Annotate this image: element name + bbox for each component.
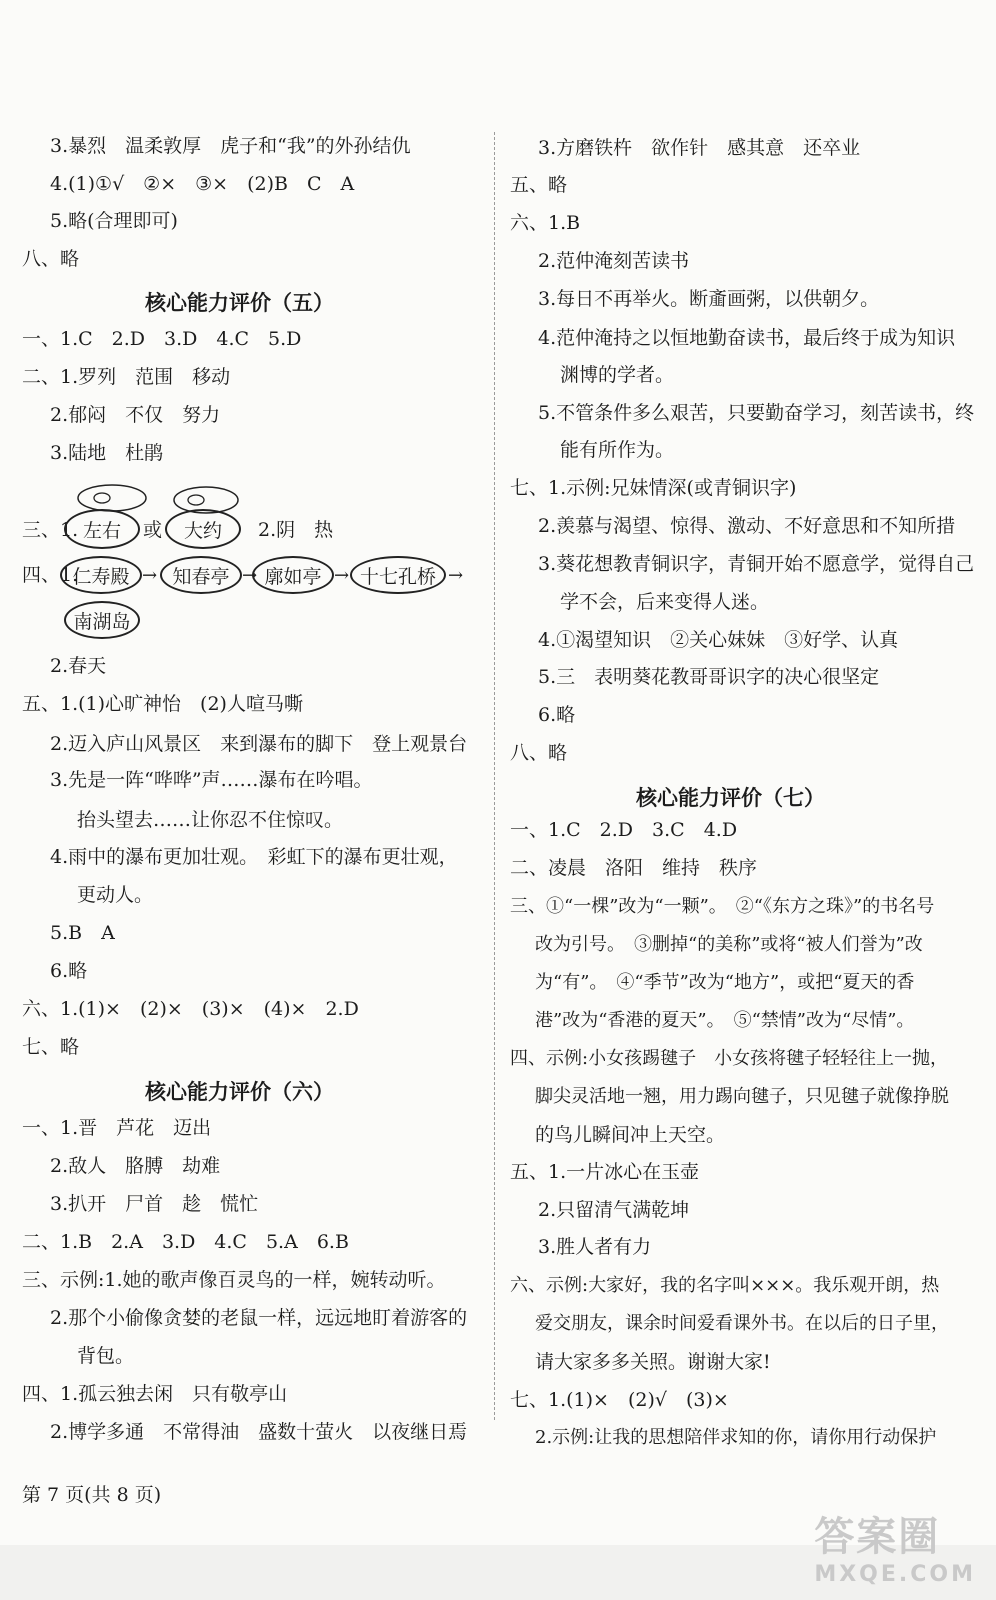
answer-line: 七、1.(1)× (2)√ (3)× (510, 1389, 729, 1411)
answer-line: 六、1.B (510, 212, 581, 234)
answer-line: 六、1.(1)× (2)× (3)× (4)× 2.D (22, 998, 359, 1020)
answer-line: 3.方磨铁杵 欲作针 感其意 还卒业 (538, 137, 861, 159)
answer-line: 学不会，后来变得人迷。 (560, 591, 770, 613)
section-heading: 核心能力评价（七） (636, 786, 825, 810)
arrow-right-icon: → (334, 565, 350, 586)
answer-line: 改为引号。 ③删掉“的美称”或将“被人们誉为”改 (535, 934, 923, 955)
answer-line: 八、略 (510, 742, 568, 764)
watermark-logo (814, 1505, 976, 1587)
answer-line: 2.羡慕与渴望、惊得、激动、不好意思和不知所措 (538, 515, 956, 537)
answer-line: 4.雨中的瀑布更加壮观。 彩虹下的瀑布更壮观， (50, 846, 458, 868)
answer-line: 5.略(合理即可) (50, 210, 178, 232)
column-divider (494, 132, 495, 1420)
answer-line: 七、略 (22, 1036, 80, 1058)
answer-line: 八、略 (22, 248, 80, 270)
answer-line: 3.每日不再举火。断齑画粥，以供朝夕。 (538, 288, 880, 310)
answer-line: 2.示例:让我的思想陪伴求知的你，请你用行动保护 (535, 1427, 937, 1448)
answer-line: 能有所作为。 (560, 439, 675, 461)
answer-line: 更动人。 (77, 884, 154, 906)
arrow-right-icon: → (242, 565, 258, 586)
route-node: 仁寿殿 (60, 556, 142, 594)
answer-line: 4.①渴望知识 ②关心妹妹 ③好学、认真 (538, 629, 899, 651)
arrow-right-icon: → (448, 565, 464, 586)
answer-line: 3.胜人者有力 (538, 1236, 652, 1258)
or-text: 或 (143, 519, 163, 541)
answer-line: 为“有”。 ④“季节”改为“地方”，或把“夏天的香 (535, 972, 915, 993)
route-node: 廓如亭 (252, 556, 334, 594)
answer-line: 一、1.晋 芦花 迈出 (22, 1117, 212, 1139)
route-node: 知春亭 (160, 556, 242, 594)
answer-line: 二、1.罗列 范围 移动 (22, 366, 231, 388)
arrow-right-icon: → (142, 565, 158, 586)
answer-line: 二、1.B 2.A 3.D 4.C 5.A 6.B (22, 1231, 349, 1253)
answer-line: 脚尖灵活地一翘，用力踢向毽子，只见毽子就像挣脱 (535, 1086, 949, 1107)
answer-line: 5.三 表明葵花教哥哥识字的决心很坚定 (538, 666, 880, 688)
answer-line: 一、1.C 2.D 3.C 4.D (510, 819, 738, 841)
answer-line: 4.范仲淹持之以恒地勤奋读书，最后终于成为知识 (538, 327, 956, 349)
section-heading: 核心能力评价（六） (145, 1080, 334, 1104)
answer-line: 七、1.示例:兄妹情深(或青铜识字) (510, 477, 797, 499)
answer-line: 2.范仲淹刻苦读书 (538, 250, 690, 272)
section-heading: 核心能力评价（五） (145, 291, 334, 315)
answer-line: 渊博的学者。 (560, 364, 675, 386)
answer-line: 2.那个小偷像贪婪的老鼠一样，远远地盯着游客的 (50, 1307, 468, 1329)
answer-line: 四、1. (22, 564, 79, 586)
answer-line: 5.B A (50, 922, 115, 944)
answer-line: 的鸟儿瞬间冲上天空。 (535, 1124, 726, 1146)
answer-line: 三、1. (22, 519, 79, 541)
answer-line: 3.陆地 杜鹃 (50, 442, 164, 464)
watermark-text: 答案圈 (814, 1514, 941, 1560)
answer-line: 五、1.一片冰心在玉壶 (510, 1161, 700, 1183)
answer-line: 2.只留清气满乾坤 (538, 1199, 690, 1221)
answer-line: 3.扒开 尸首 趁 慌忙 (50, 1193, 259, 1215)
answer-line: 港”改为“香港的夏天”。 ⑤“禁情”改为“尽情”。 (535, 1010, 915, 1031)
answer-line: 5.不管条件多么艰苦，只要勤奋学习，刻苦读书，终 (538, 402, 975, 424)
answer-line: 四、示例:小女孩踢毽子 小女孩将毽子轻轻往上一抛， (510, 1048, 949, 1069)
answer-line: 6.略 (50, 960, 88, 982)
answer-line: 背包。 (77, 1345, 135, 1367)
page-number: 第 7 页(共 8 页) (22, 1484, 162, 1506)
circled-word: 左右 (64, 509, 140, 549)
answer-line: 三、①“一棵”改为“一颗”。 ②“《东方之珠》”的书名号 (510, 896, 935, 917)
answer-line: 三、示例:1.她的歌声像百灵鸟的一样，婉转动听。 (22, 1269, 446, 1291)
answer-line: 2.春天 (50, 655, 107, 677)
answer-line: 3.先是一阵“哗哗”声……瀑布在吟唱。 (50, 769, 373, 791)
route-node: 十七孔桥 (350, 556, 446, 594)
answer-line: 一、1.C 2.D 3.D 4.C 5.D (22, 328, 302, 350)
answer-line: 6.略 (538, 704, 576, 726)
answer-line: 六、示例:大家好，我的名字叫×××。我乐观开朗，热 (510, 1275, 940, 1296)
answer-line: 五、略 (510, 174, 568, 196)
answer-line: 4.(1)①√ ②× ③× (2)B C A (50, 173, 355, 195)
answer-line: 请大家多多关照。谢谢大家! (535, 1351, 771, 1373)
answer-line: 二、凌晨 洛阳 维持 秩序 (510, 857, 758, 879)
answer-line: 四、1.孤云独去闲 只有敬亭山 (22, 1383, 288, 1405)
answer-line: 抬头望去……让你忍不住惊叹。 (77, 809, 344, 831)
watermark-url: MXQE.COM (814, 1562, 976, 1587)
answer-line: 2.迈入庐山风景区 来到瀑布的脚下 登上观景台 (50, 733, 468, 755)
answer-line: 2.郁闷 不仅 努力 (50, 404, 221, 426)
answer-line: 2.博学多通 不常得油 盛数十萤火 以夜继日焉 (50, 1421, 468, 1443)
answer-line: 3.暴烈 温柔敦厚 虎子和“我”的外孙结仇 (50, 135, 411, 157)
answer-line: 2.阴 热 (258, 519, 334, 541)
answer-line: 2.敌人 胳膊 劫难 (50, 1155, 221, 1177)
answer-line: 五、1.(1)心旷神怡 (2)人喧马嘶 (22, 693, 303, 715)
answer-line: 3.葵花想教青铜识字，青铜开始不愿意学，觉得自己 (538, 553, 975, 575)
circled-word: 大约 (165, 509, 241, 549)
answer-line: 爱交朋友，课余时间爱看课外书。在以后的日子里， (535, 1313, 949, 1334)
route-node: 南湖岛 (64, 601, 140, 639)
